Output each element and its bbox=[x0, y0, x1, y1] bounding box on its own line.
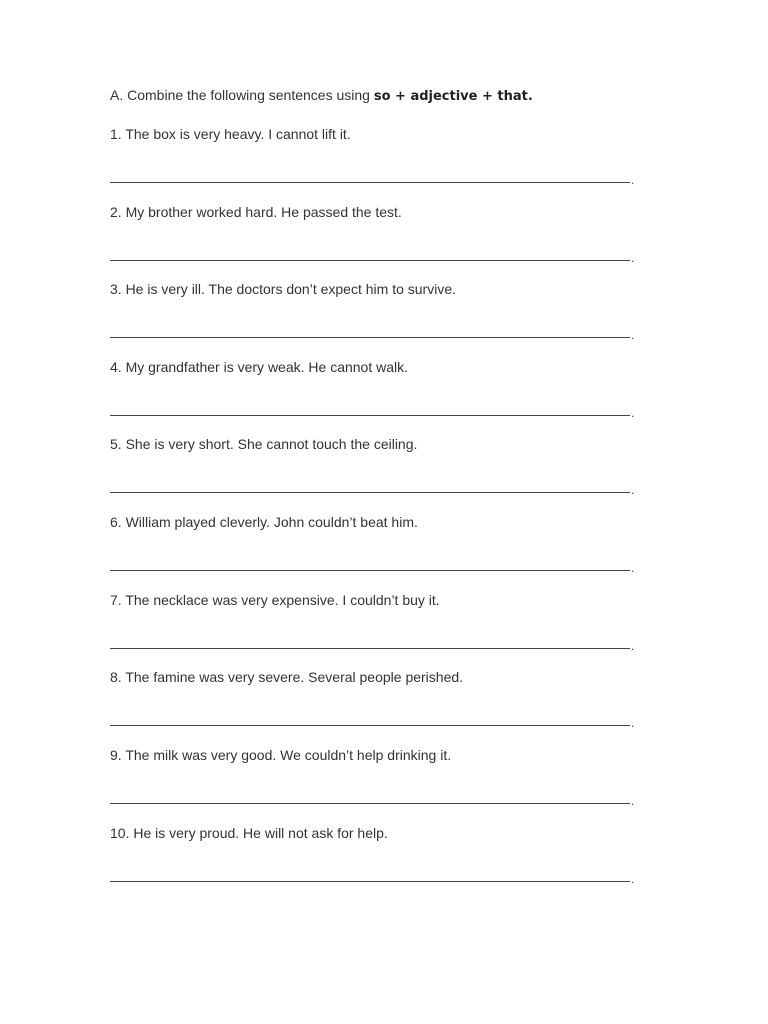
exercise-sentence: 9. The milk was very good. We couldn’t help drinking it. bbox=[110, 747, 452, 763]
exercise-sentence: 5. She is very short. She cannot touch the ceiling. bbox=[110, 436, 418, 452]
answer-blank[interactable] bbox=[110, 245, 635, 265]
exercise-item-10 bbox=[110, 824, 640, 886]
instruction-text: A. Combine the following sentences using bbox=[110, 87, 374, 103]
answer-period: . bbox=[631, 639, 635, 653]
exercise-sentence: 1. The box is very heavy. I cannot lift it. bbox=[110, 126, 351, 142]
answer-period: . bbox=[631, 173, 635, 187]
exercise-sentence: 7. The necklace was very expensive. I couldn’t buy it. bbox=[110, 592, 440, 608]
answer-line bbox=[110, 415, 630, 416]
answer-period: . bbox=[631, 328, 635, 342]
exercise-item-7 bbox=[110, 591, 640, 653]
answer-blank[interactable] bbox=[110, 555, 635, 575]
answer-blank[interactable] bbox=[110, 400, 635, 420]
exercise-sentence: 10. He is very proud. He will not ask for help. bbox=[110, 825, 388, 841]
exercise-item-1 bbox=[110, 125, 640, 187]
exercise-sentence: 2. My brother worked hard. He passed the test. bbox=[110, 204, 402, 220]
answer-line bbox=[110, 725, 630, 726]
exercise-item-4 bbox=[110, 358, 640, 420]
answer-period: . bbox=[631, 251, 635, 265]
exercise-item-3 bbox=[110, 280, 640, 342]
answer-period: . bbox=[631, 561, 635, 575]
answer-period: . bbox=[631, 716, 635, 730]
answer-line bbox=[110, 570, 630, 571]
instruction bbox=[110, 86, 533, 106]
exercise-sentence: 6. William played cleverly. John couldn’t beat him. bbox=[110, 514, 418, 530]
answer-blank[interactable] bbox=[110, 167, 635, 187]
answer-blank[interactable] bbox=[110, 633, 635, 653]
exercise-item-2 bbox=[110, 203, 640, 265]
answer-blank[interactable] bbox=[110, 788, 635, 808]
exercise-item-5 bbox=[110, 435, 640, 497]
exercise-sentence: 4. My grandfather is very weak. He cannot walk. bbox=[110, 359, 409, 375]
answer-period: . bbox=[631, 406, 635, 420]
answer-line bbox=[110, 803, 630, 804]
answer-period: . bbox=[631, 872, 635, 886]
answer-period: . bbox=[631, 483, 635, 497]
answer-line bbox=[110, 260, 630, 261]
exercise-item-9 bbox=[110, 746, 640, 808]
answer-blank[interactable] bbox=[110, 866, 635, 886]
answer-line bbox=[110, 182, 630, 183]
exercise-item-8 bbox=[110, 668, 640, 730]
answer-line bbox=[110, 881, 630, 882]
exercise-item-6 bbox=[110, 513, 640, 575]
answer-blank[interactable] bbox=[110, 477, 635, 497]
answer-line bbox=[110, 492, 630, 493]
exercise-sentence: 8. The famine was very severe. Several people perished. bbox=[110, 669, 464, 685]
answer-period: . bbox=[631, 794, 635, 808]
answer-line bbox=[110, 337, 630, 338]
answer-blank[interactable] bbox=[110, 710, 635, 730]
instruction-emphasis: so + adjective + that. bbox=[373, 89, 533, 104]
answer-line bbox=[110, 648, 630, 649]
exercise-sentence: 3. He is very ill. The doctors don’t expect him to survive. bbox=[110, 281, 456, 297]
answer-blank[interactable] bbox=[110, 322, 635, 342]
